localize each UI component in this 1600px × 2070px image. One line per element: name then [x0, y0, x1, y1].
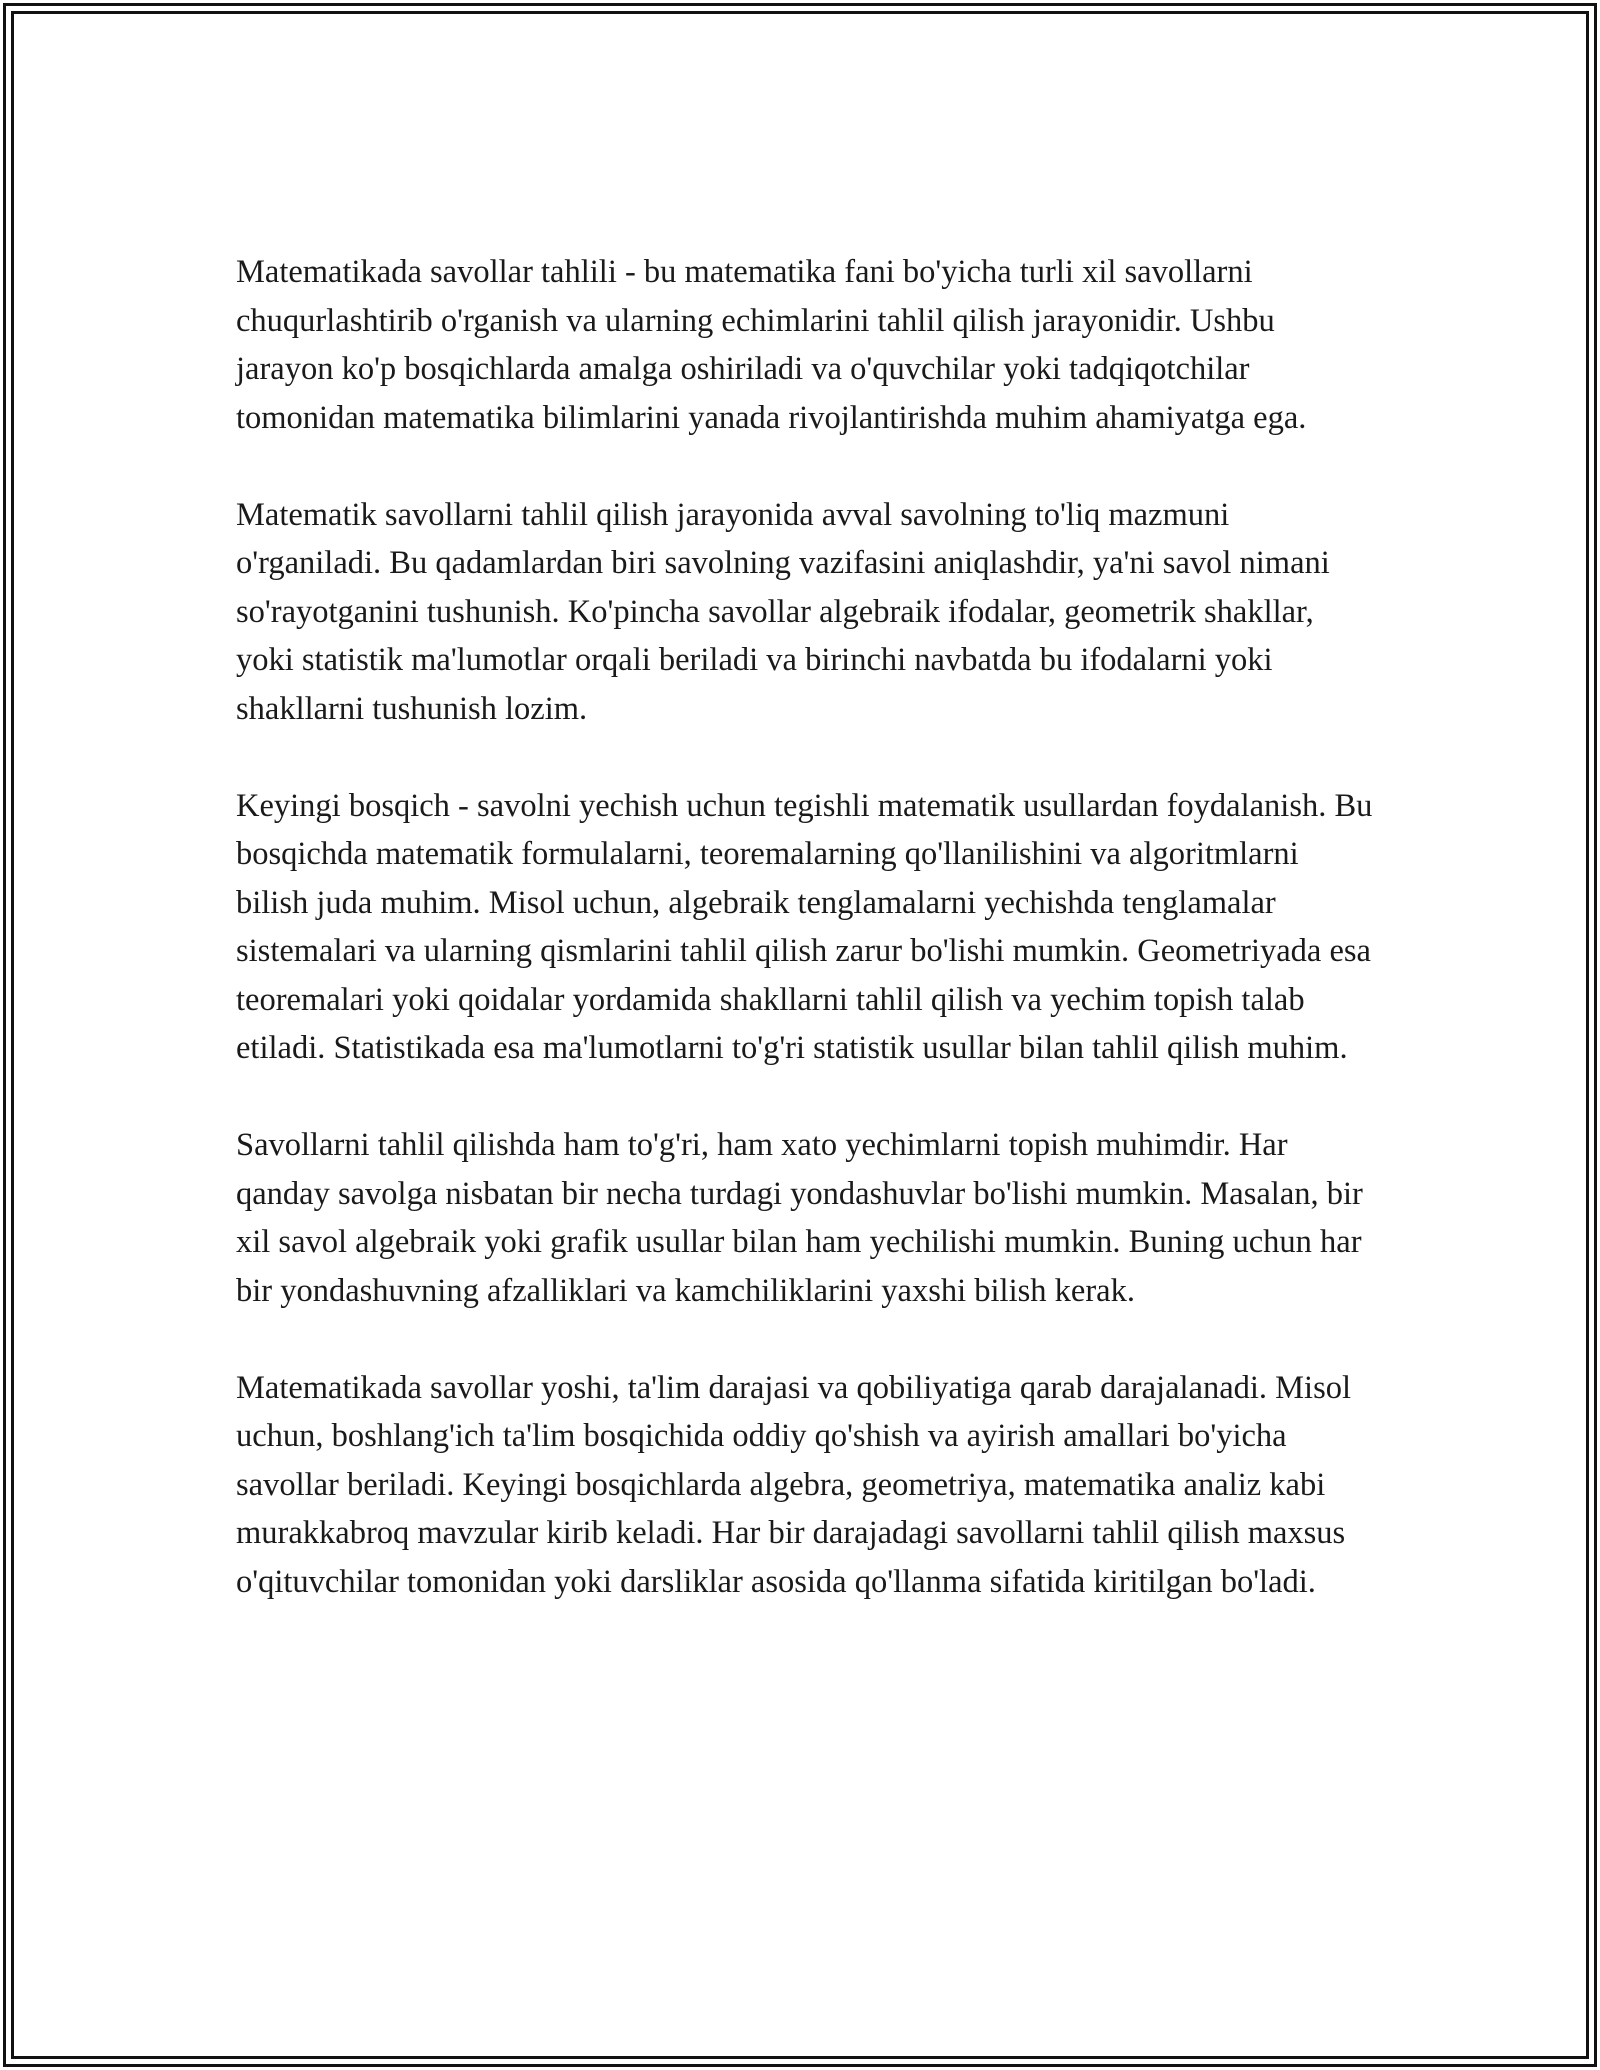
- paragraph-1: Matematikada savollar tahlili - bu matematika fani bo'yicha turli xil savollarni chuqurlashtirib o'rganish va ularning echimlarini tahlil qilish jarayonidir. Ushbu jarayon ko'p bosqichlarda amalga oshiriladi va o'quvchilar yoki tadqiqotchilar tomonidan matematika bilimlarini yanada rivojlantirishda muhim ahamiyatga ega.: [236, 254, 1307, 436]
- paragraph-4: Savollarni tahlil qilishda ham to'g'ri, ham xato yechimlarni topish muhimdir. Har qanday savolga nisbatan bir necha turdagi yondashuvlar bo'lishi mumkin. Masalan, bir xil savol algebraik yoki grafik usullar bilan ham yechilishi mumkin. Buning uchun har bir yondashuvning afzalliklari va kamchiliklarini yaxshi bilish kerak.: [236, 1127, 1363, 1309]
- document-body: [236, 248, 1376, 1606]
- paragraph-3: Keyingi bosqich - savolni yechish uchun tegishli matematik usullardan foydalanish. Bu bosqichda matematik formulalarni, teoremalarning qo'llanilishini va algoritmlarni bilish juda muhim. Misol uchun, algebraik tenglamalarni yechishda tenglamalar sistemalari va ularning qismlarini tahlil qilish zarur bo'lishi mumkin. Geometriyada esa teoremalari yoki qoidalar yordamida shakllarni tahlil qilish va yechim topish talab etiladi. Statistikada esa ma'lumotlarni to'g'ri statistik usullar bilan tahlil qilish muhim.: [236, 787, 1373, 1066]
- paragraph-2: Matematik savollarni tahlil qilish jarayonida avval savolning to'liq mazmuni o'rganiladi. Bu qadamlardan biri savolning vazifasini aniqlashdir, ya'ni savol nimani so'rayotganini tushunish. Ko'pincha savollar algebraik ifodalar, geometrik shakllar, yoki statistik ma'lumotlar orqali beriladi va birinchi navbatda bu ifodalarni yoki shakllarni tushunish lozim.: [236, 496, 1330, 727]
- paragraph-5: Matematikada savollar yoshi, ta'lim darajasi va qobiliyatiga qarab darajalanadi. Misol uchun, boshlang'ich ta'lim bosqichida oddiy qo'shish va ayirish amallari bo'yicha savollar beriladi. Keyingi bosqichlarda algebra, geometriya, matematika analiz kabi murakkabroq mavzular kirib keladi. Har bir darajadagi savollarni tahlil qilish maxsus o'qituvchilar tomonidan yoki darsliklar asosida qo'llanma sifatida kiritilgan bo'ladi.: [236, 1369, 1352, 1600]
